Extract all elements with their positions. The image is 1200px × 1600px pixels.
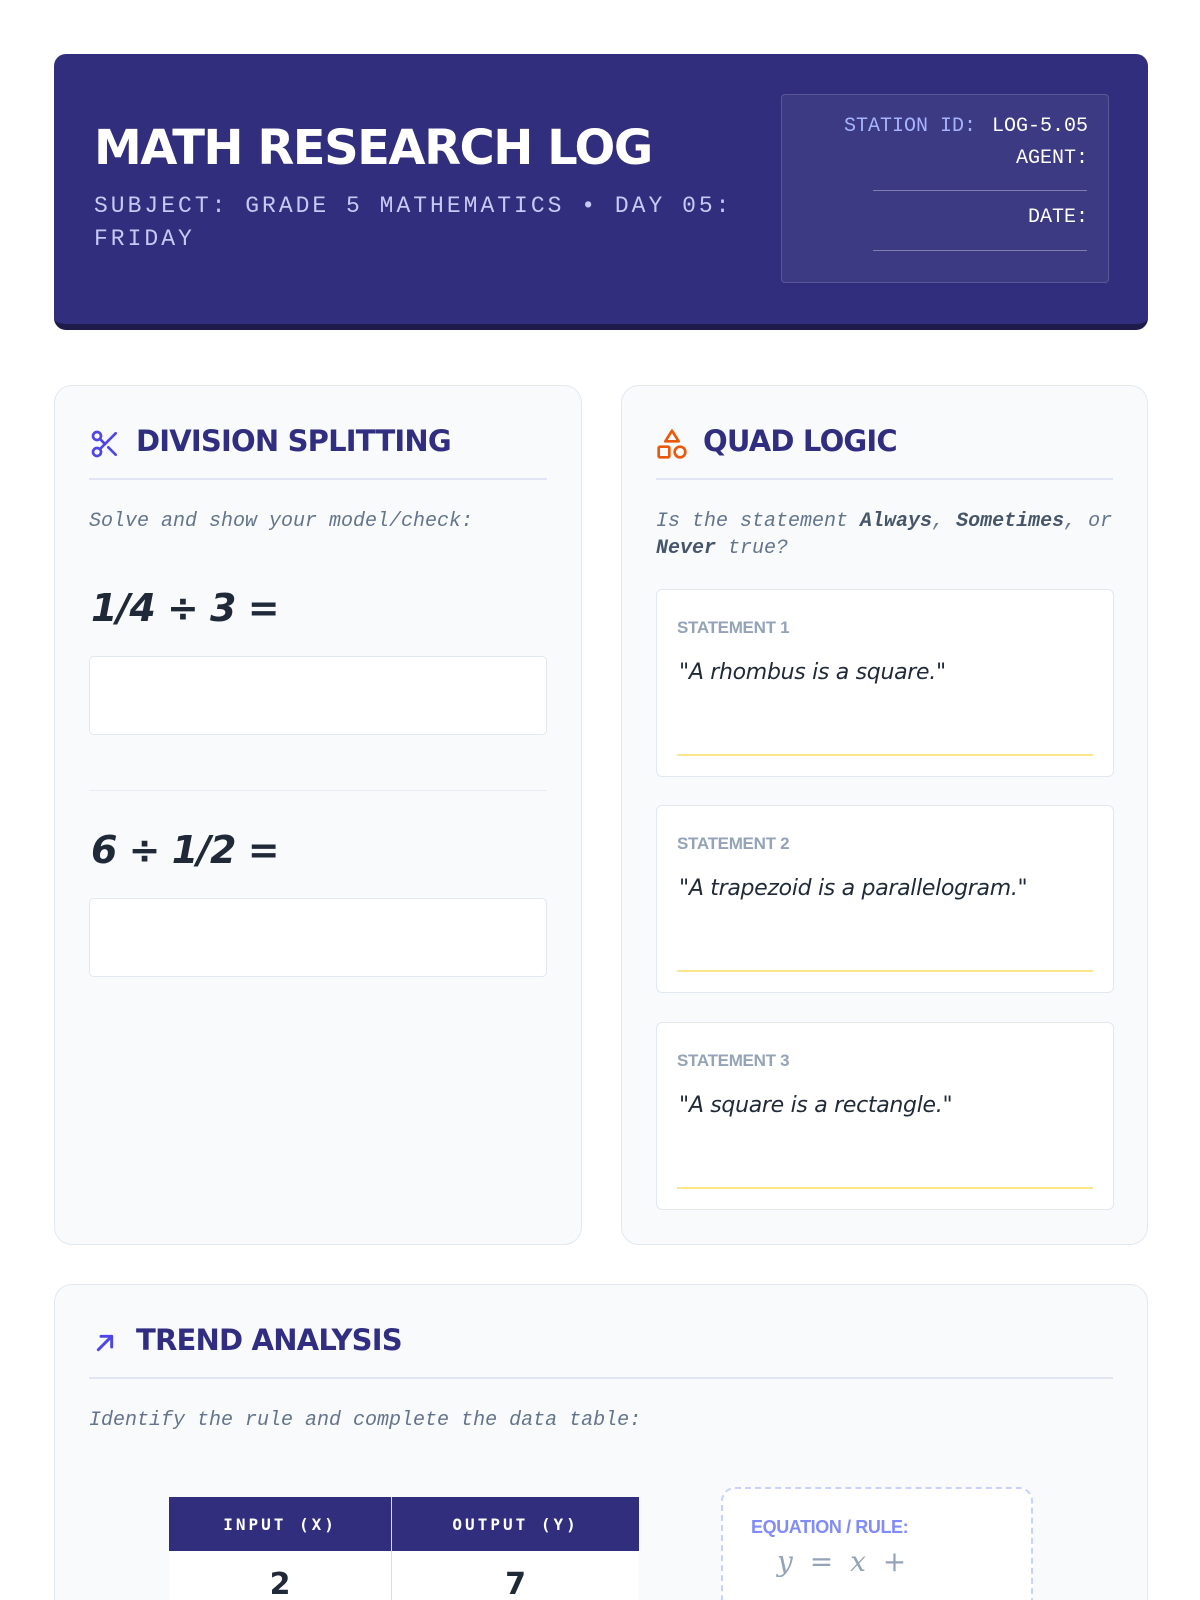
- column-header-input: INPUT (X): [169, 1497, 392, 1551]
- table-row: [169, 1551, 639, 1600]
- division-instructions: Solve and show your model/check:: [89, 510, 474, 533]
- division-problem-2: 6 ÷ 1/2 =: [91, 828, 279, 872]
- scissors-icon: [89, 428, 121, 460]
- station-id-label: STATION ID:: [843, 115, 976, 138]
- station-id-row: [844, 115, 1088, 138]
- quad-instr-sep: ,: [932, 510, 957, 533]
- quad-instr-text: true?: [716, 537, 789, 560]
- equation-rule-box[interactable]: [721, 1487, 1033, 1600]
- statement-label: STATEMENT 1: [677, 618, 790, 637]
- option-never: Never: [656, 537, 717, 560]
- division-card-header: [89, 422, 547, 480]
- shapes-icon: [656, 428, 688, 460]
- equation-rule-value: y = x +: [777, 1545, 911, 1578]
- statement-answer-line[interactable]: [677, 754, 1093, 756]
- division-answer-box-1[interactable]: [89, 656, 547, 735]
- division-title: DIVISION SPLITTING: [136, 424, 451, 458]
- quad-instr-text: Is the statement: [656, 510, 861, 533]
- agent-write-line[interactable]: [873, 190, 1087, 191]
- option-always: Always: [860, 510, 933, 533]
- page-title: MATH RESEARCH LOG: [94, 120, 652, 176]
- trend-title: TREND ANALYSIS: [136, 1323, 402, 1357]
- statement-card-2: [656, 805, 1114, 993]
- quad-instructions: [656, 508, 1126, 562]
- statement-label: STATEMENT 3: [677, 1051, 790, 1070]
- quad-card-header: [656, 422, 1113, 480]
- option-sometimes: Sometimes: [956, 510, 1065, 533]
- statement-card-1: [656, 589, 1114, 777]
- statement-label: STATEMENT 2: [677, 834, 790, 853]
- station-info-panel: [781, 94, 1109, 283]
- date-row: [1028, 206, 1088, 229]
- column-header-output: OUTPUT (Y): [392, 1497, 639, 1551]
- statement-answer-line[interactable]: [677, 1187, 1093, 1189]
- data-table: [169, 1497, 639, 1600]
- trend-card-header: [89, 1321, 1113, 1379]
- statement-card-3: [656, 1022, 1114, 1210]
- quad-logic-card: [621, 385, 1148, 1245]
- subject-line: SUBJECT: GRADE 5 MATHEMATICS • DAY 05: FRIDAY: [94, 193, 733, 252]
- input-cell[interactable]: 2: [169, 1551, 392, 1600]
- date-label: DATE:: [1027, 206, 1088, 229]
- statement-answer-line[interactable]: [677, 970, 1093, 972]
- trend-arrow-icon: [89, 1327, 121, 1359]
- trend-instructions: Identify the rule and complete the data table:: [89, 1409, 642, 1432]
- statement-text: "A rhombus is a square.": [679, 660, 946, 685]
- quad-title: QUAD LOGIC: [703, 424, 897, 458]
- divider: [89, 790, 547, 791]
- statement-text: "A square is a rectangle.": [679, 1093, 953, 1118]
- station-id-value: LOG-5.05: [991, 115, 1088, 138]
- equation-rule-label: EQUATION / RULE:: [751, 1517, 909, 1537]
- division-answer-box-2[interactable]: [89, 898, 547, 977]
- table-header-row: [169, 1497, 639, 1551]
- agent-label: AGENT:: [1015, 147, 1088, 170]
- agent-row: [1016, 147, 1088, 170]
- trend-analysis-card: [54, 1284, 1148, 1600]
- division-card: [54, 385, 582, 1245]
- output-cell[interactable]: 7: [392, 1551, 639, 1600]
- log-header: [54, 54, 1148, 330]
- quad-instr-sep: , or: [1064, 510, 1113, 533]
- division-problem-1: 1/4 ÷ 3 =: [91, 586, 279, 630]
- date-write-line[interactable]: [873, 250, 1087, 251]
- statement-text: "A trapezoid is a parallelogram.": [679, 876, 1028, 901]
